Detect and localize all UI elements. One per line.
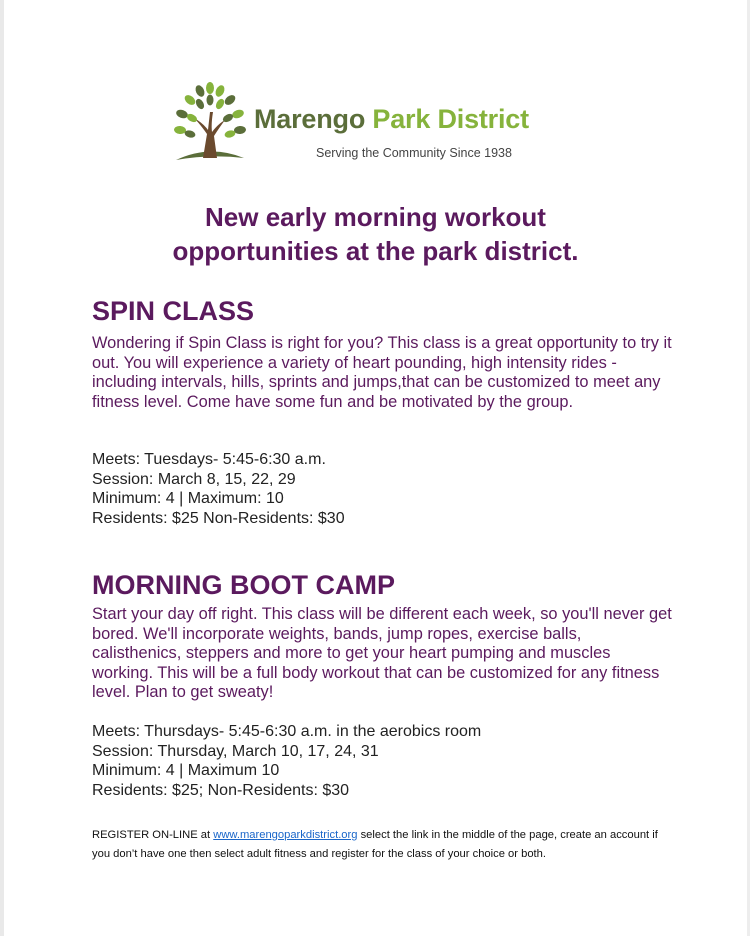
brand-tagline: Serving the Community Since 1938 xyxy=(316,146,512,160)
spin-class-min-max: Minimum: 4 | Maximum: 10 xyxy=(92,490,284,507)
spin-class-description: Wondering if Spin Class is right for you? This class is a great opportunity to try it out. You will experience a variety of heart pounding, high intensity rides - including intervals, hills, sprints and jumps,that can be customized to meet any fitness level. Come have some fun and be motivated by the group. xyxy=(92,334,672,411)
registration-suffix: select the link in the middle of the page, create an account if you don’t have one then select adult fitness and register for the class of your choice or both. xyxy=(92,829,658,860)
spin-class-meets: Meets: Tuesdays- 5:45-6:30 a.m. xyxy=(92,451,326,468)
boot-camp-description: Start your day off right. This class will be different each week, so you'll never get bored. We'll incorporate weights, bands, jump ropes, exercise balls, calisthenics, steppers and more to get your heart pumping and muscles working. This will be a full body workout that can be customized for any fitness level. Plan to get sweaty! xyxy=(92,605,672,701)
spin-class-fees: Residents: $25 Non-Residents: $30 xyxy=(92,509,345,527)
boot-camp-fees: Residents: $25; Non-Residents: $30 xyxy=(92,781,350,799)
spin-class-session: Session: March 8, 15, 22, 29 xyxy=(92,470,296,488)
boot-camp-details xyxy=(92,722,481,800)
registration-prefix: REGISTER ON-LINE at xyxy=(92,829,214,841)
tree-icon xyxy=(170,78,250,168)
headline-line-2: opportunities at the park district. xyxy=(172,236,579,266)
boot-camp-meets: Meets: Thursdays- 5:45-6:30 a.m. in the aerobics room xyxy=(92,723,482,740)
brand-name xyxy=(254,104,529,135)
page-headline xyxy=(4,200,747,268)
brand-name-part1: Marengo xyxy=(254,104,366,134)
spin-class-title: SPIN CLASS xyxy=(92,296,255,326)
boot-camp-min-max: Minimum: 4 | Maximum 10 xyxy=(92,762,280,779)
boot-camp-title: MORNING BOOT CAMP xyxy=(92,570,395,600)
registration-note xyxy=(92,826,662,864)
spin-class-details xyxy=(92,450,345,528)
flyer-page xyxy=(4,0,747,936)
registration-link[interactable]: www.marengoparkdistrict.org xyxy=(213,829,358,841)
park-district-logo xyxy=(170,78,600,168)
headline-line-1: New early morning workout xyxy=(205,202,546,232)
boot-camp-session: Session: Thursday, March 10, 17, 24, 31 xyxy=(92,742,379,760)
brand-name-part2: Park District xyxy=(372,104,529,134)
